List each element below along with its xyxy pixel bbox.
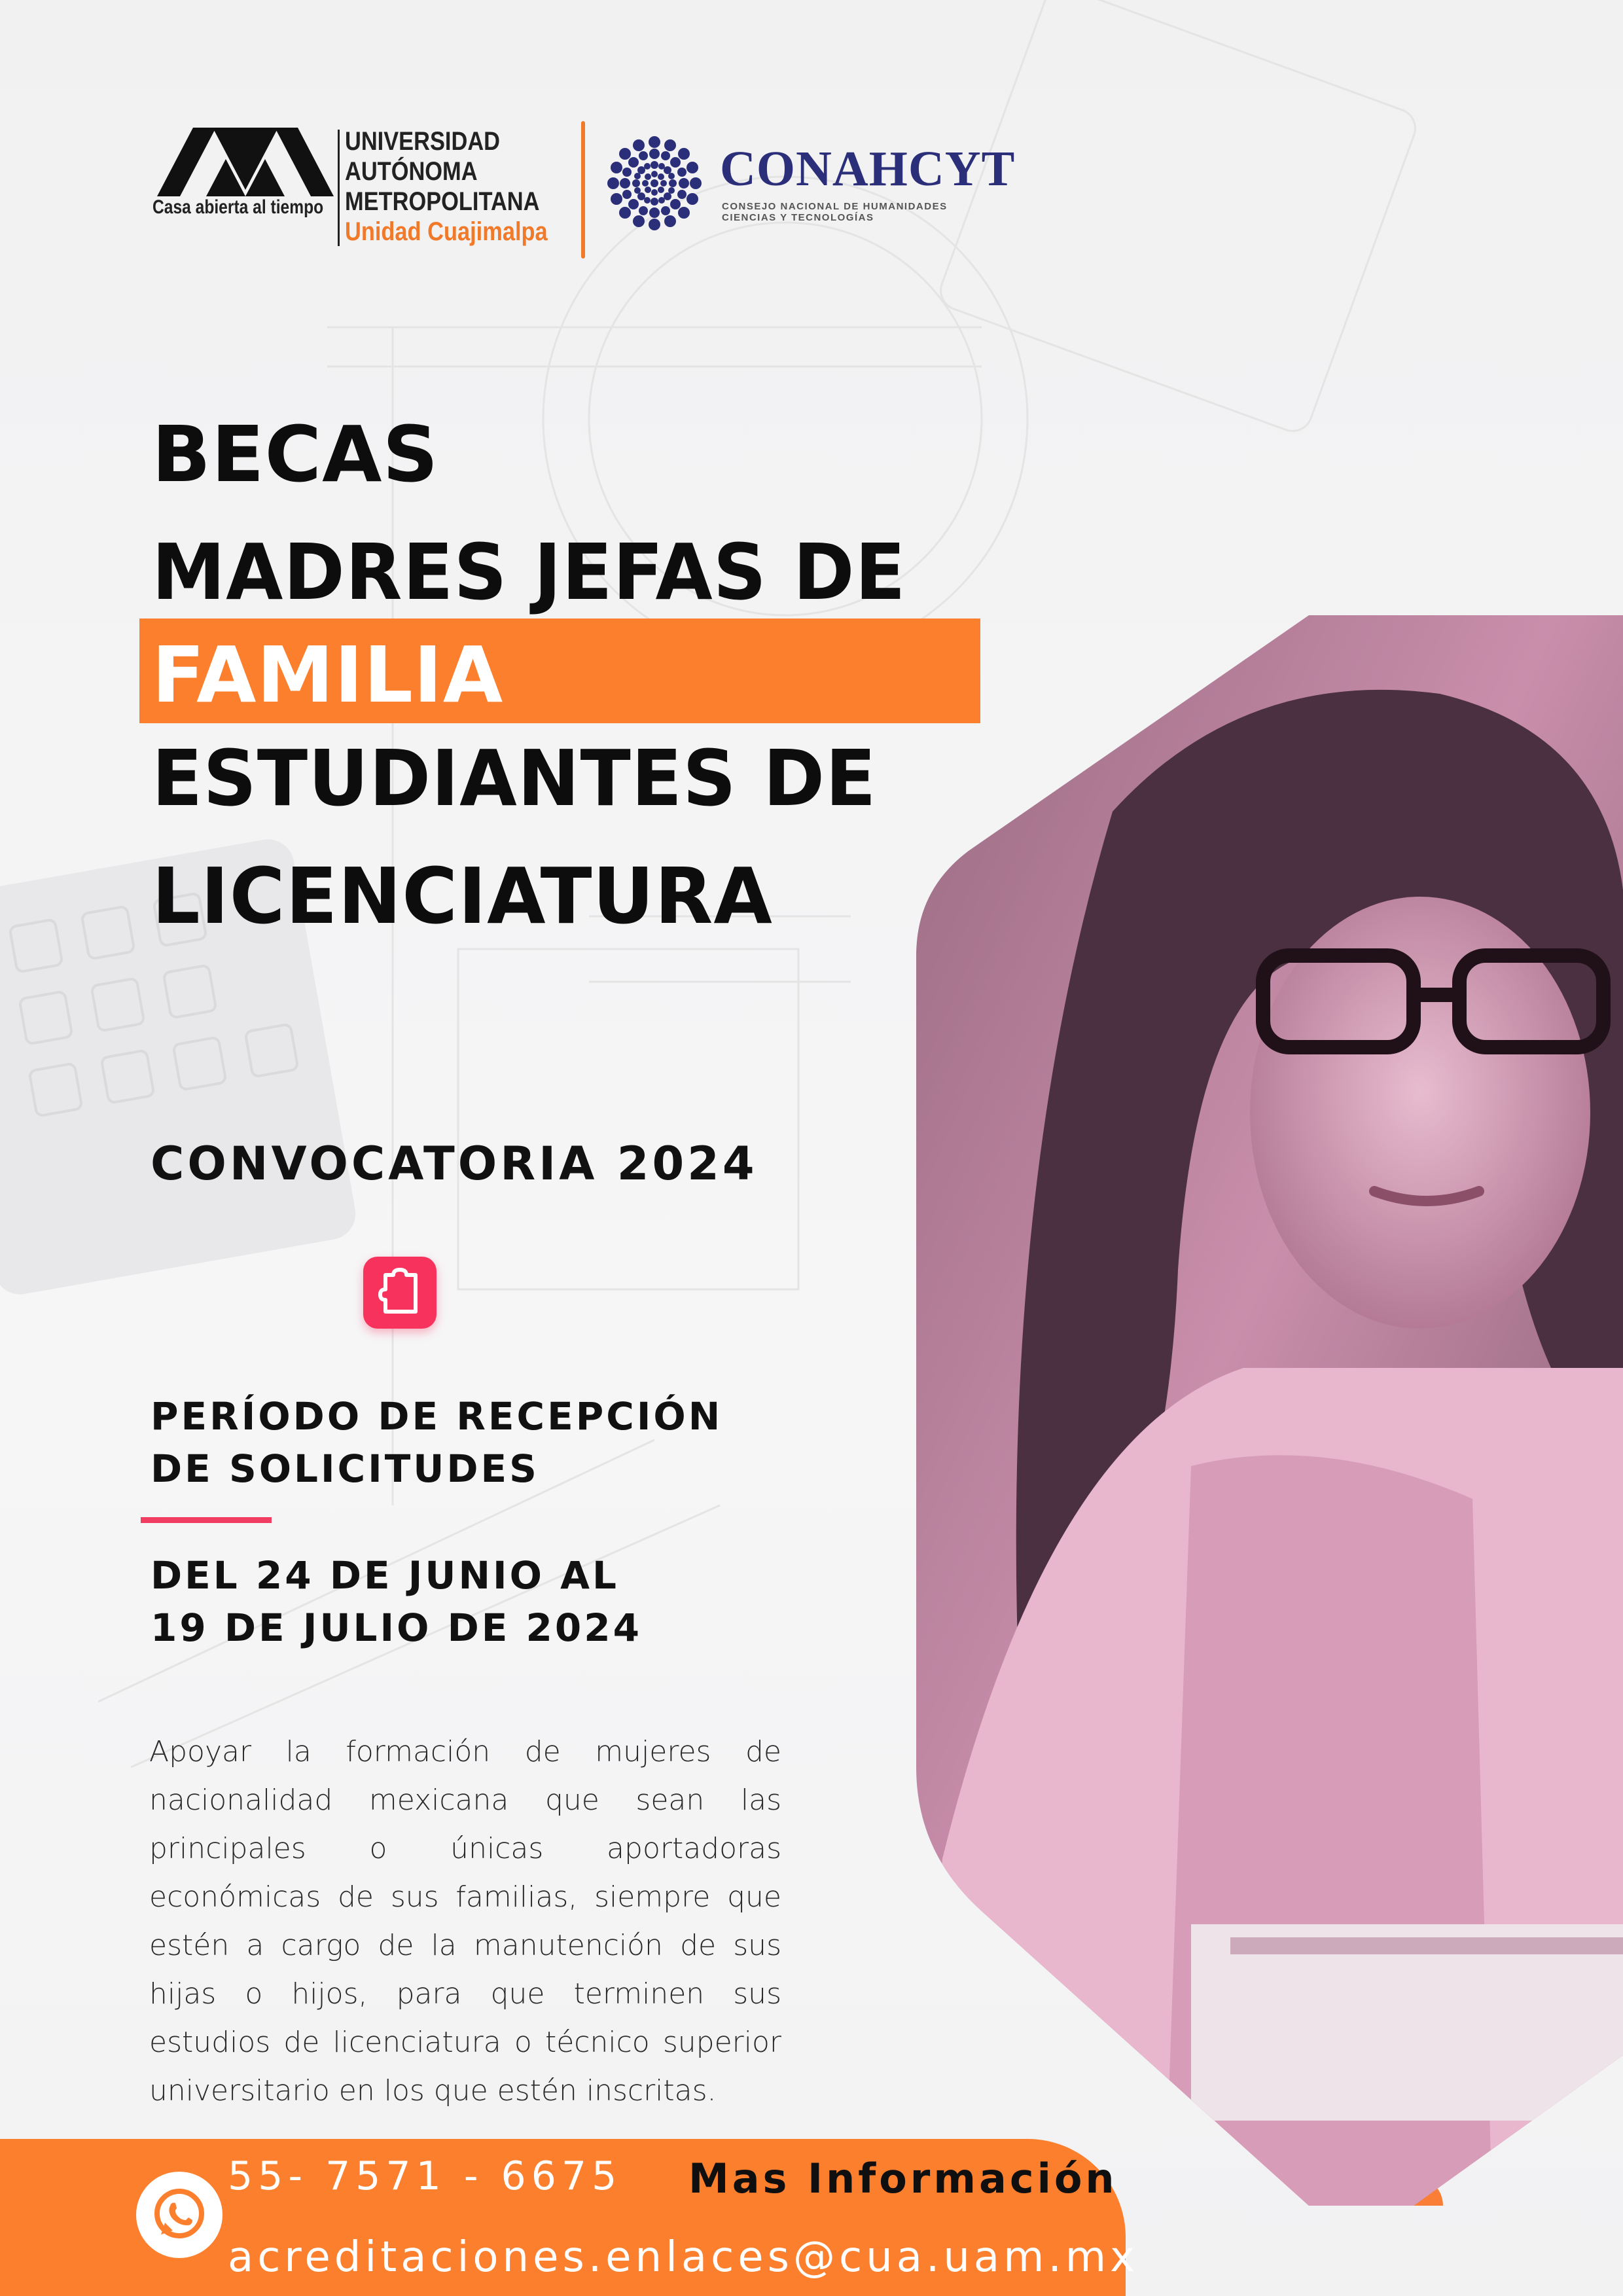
conahcyt-name: CONAHCYT (720, 141, 1016, 196)
period-dates-line-2: 19 DE JULIO DE 2024 (151, 1605, 642, 1650)
contact-email[interactable]: acreditaciones.enlaces@cua.uam.mx (228, 2233, 1139, 2282)
uam-unit: Unidad Cuajimalpa (345, 217, 548, 246)
conahcyt-subtitle (722, 201, 948, 223)
uam-name-line: AUTÓNOMA (345, 157, 478, 186)
uam-tagline: Casa abierta al tiempo (152, 196, 324, 218)
period-label-line-2: DE SOLICITUDES (151, 1446, 539, 1491)
headline-line-1: BECAS (152, 409, 439, 499)
conahcyt-logo-icon (605, 134, 704, 232)
description-paragraph: Apoyar la formación de mujeres de nacionalidad mexicana que sean las principales o únicas aportadoras económicas de sus familias, siempre que estén a cargo de la manutención de sus hijas o hijos, para que terminen sus estudios de licenciatura o técnico superior universitario en los que estén inscritas. (149, 1735, 781, 2108)
uam-logo-icon (157, 128, 334, 200)
uam-name (345, 126, 548, 247)
conahcyt-subtitle-line: CONSEJO NACIONAL DE HUMANIDADES (722, 201, 948, 212)
headline-line-5: LICENCIATURA (152, 851, 773, 941)
period-dates-line-1: DEL 24 DE JUNIO AL (151, 1553, 619, 1598)
document-puzzle-icon (363, 1257, 437, 1329)
period-label-line-1: PERÍODO DE RECEPCIÓN (151, 1394, 723, 1439)
more-info-label: Mas Información (688, 2155, 1118, 2202)
headline-line-4: ESTUDIANTES DE (152, 733, 877, 823)
phone-number[interactable]: 55- 7571 - 6675 (228, 2153, 622, 2199)
headline-line-3: FAMILIA (152, 630, 504, 720)
uam-name-line: METROPOLITANA (345, 187, 540, 216)
woman-photo (916, 615, 1623, 2206)
logo-divider (581, 121, 585, 259)
period-divider (141, 1517, 272, 1523)
conahcyt-subtitle-line: CIENCIAS Y TECNOLOGÍAS (722, 212, 874, 223)
convocatoria-title: CONVOCATORIA 2024 (151, 1137, 758, 1191)
uam-name-line: UNIVERSIDAD (345, 127, 501, 156)
headline-line-2: MADRES JEFAS DE (152, 527, 906, 617)
uam-separator (338, 130, 340, 246)
whatsapp-icon[interactable] (136, 2172, 223, 2258)
